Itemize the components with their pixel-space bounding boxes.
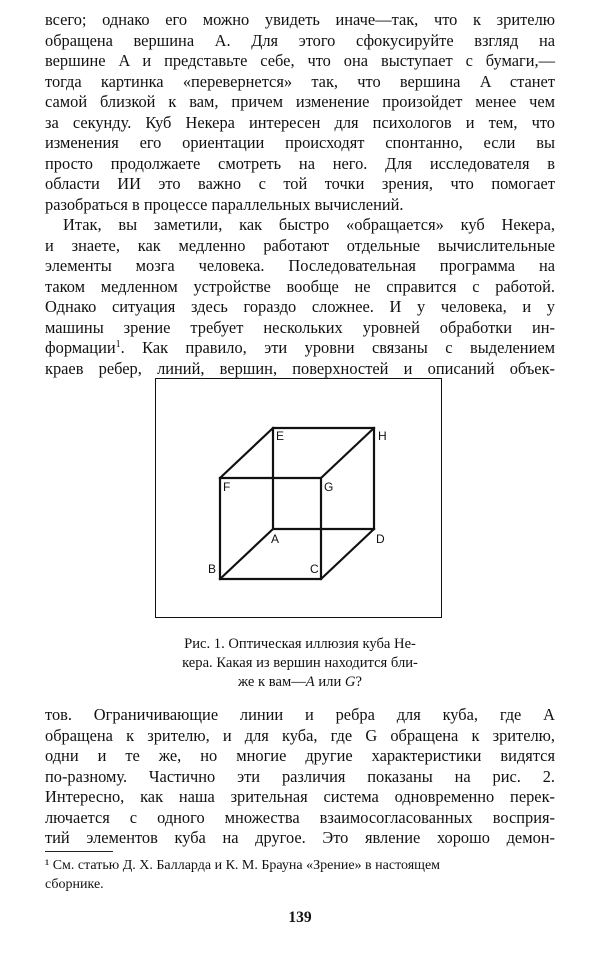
paragraph-2: [45, 215, 555, 379]
text-line: элементы мозга человека. Последовательная программа на: [45, 256, 555, 275]
cube-edge-f-e: [220, 428, 273, 478]
text-fragment: формации: [45, 338, 116, 357]
vertex-label-d: D: [376, 532, 385, 546]
caption-fragment: же к вам—: [238, 674, 306, 690]
text-line: Однако ситуация здесь гораздо сложнее. И у человека, и у: [45, 297, 555, 316]
text-line: Итак, вы заметили, как быстро «обращается» куб Некера,: [63, 215, 555, 234]
caption-vertex-a: A: [305, 674, 315, 690]
paragraph-3: [45, 705, 555, 849]
vertex-label-e: E: [276, 429, 285, 443]
text-line: самой близкой к вам, причем изменение произойдет менее чем: [45, 92, 555, 111]
cube-edge-b-a: [220, 529, 273, 579]
text-line: области ИИ это важно с той точки зрения, что помогает: [45, 174, 555, 193]
footnote-line: сборнике.: [45, 877, 104, 892]
figure-frame: [155, 378, 442, 618]
vertex-label-c: C: [310, 562, 319, 576]
vertex-label-a: A: [271, 532, 280, 546]
cube-edge-g-h: [321, 428, 374, 478]
text-line: всего; однако его можно увидеть иначе—так, что к зрителю: [45, 10, 555, 29]
cube-edge-c-d: [321, 529, 374, 579]
caption-line: [150, 673, 450, 692]
text-line: тов. Ограничивающие линии и ребра для куба, где A: [45, 705, 555, 724]
footnote-divider: [45, 851, 113, 852]
vertex-label-g: G: [324, 480, 334, 494]
text-line: по-разному. Частично эти различия показаны на рис. 2.: [45, 766, 555, 786]
caption-fragment: ?: [355, 674, 362, 690]
page-number: 139: [288, 909, 312, 926]
text-fragment: . Как правило, эти уровни связаны с выделением: [120, 338, 555, 357]
text-line: одни и те же, но многие другие характеристики видятся: [45, 746, 555, 765]
footnote: [45, 856, 555, 894]
paragraph-1: [45, 10, 555, 215]
text-line: Интересно, как наша зрительная система одновременно перек-: [45, 787, 555, 806]
text-line: краев ребер, линий, вершин, поверхностей и описаний объек-: [45, 358, 555, 378]
text-line: и знаете, как медленно работают отдельные вычислительные: [45, 235, 555, 255]
text-line: лючается с одного множества взаимосогласованных восприя-: [45, 807, 555, 827]
text-line: за секунду. Куб Некера интересен для психологов и тем, что: [45, 112, 555, 132]
text-line: тий элементов куба на другое. Это явление хорошо демон-: [45, 828, 555, 847]
text-line: тогда картинка «перевернется» так, что вершина A станет: [45, 71, 555, 91]
text-line: обращена к зрителю, и для куба, где G обращена к зрителю,: [45, 725, 555, 745]
footnote-reference[interactable]: 1: [115, 339, 121, 350]
caption-vertex-g: G: [344, 674, 356, 690]
text-line: изменения его ориентации происходят спонтанно, если вы: [45, 133, 555, 152]
text-line: вершине A и представьте себе, что она выступает с бумаги,—: [45, 51, 555, 70]
footnote-line: ¹ См. статью Д. Х. Балларда и К. М. Брауна «Зрение» в настоящем: [45, 858, 441, 873]
vertex-label-h: H: [378, 429, 387, 443]
caption-line: Рис. 1. Оптическая иллюзия куба Не-: [184, 636, 416, 652]
vertex-label-f: F: [223, 480, 231, 494]
text-line: машины зрение требует нескольких уровней обработки ин-: [45, 317, 555, 337]
text-line: таком медленном устройстве вообще не справится с работой.: [45, 276, 555, 296]
text-line: разобраться в процессе параллельных вычислений.: [45, 194, 404, 214]
caption-line: кера. Какая из вершин находится бли-: [182, 655, 418, 671]
necker-cube-diagram: [156, 379, 441, 617]
text-line: просто продолжаете смотреть на него. Для исследователя в: [45, 153, 555, 173]
vertex-label-b: B: [208, 562, 217, 576]
text-line: обращена вершина A. Для этого сфокусируйте взгляд на: [45, 30, 555, 50]
figure-caption: [150, 635, 450, 692]
caption-fragment: или: [314, 674, 345, 690]
text-line: [45, 338, 555, 359]
